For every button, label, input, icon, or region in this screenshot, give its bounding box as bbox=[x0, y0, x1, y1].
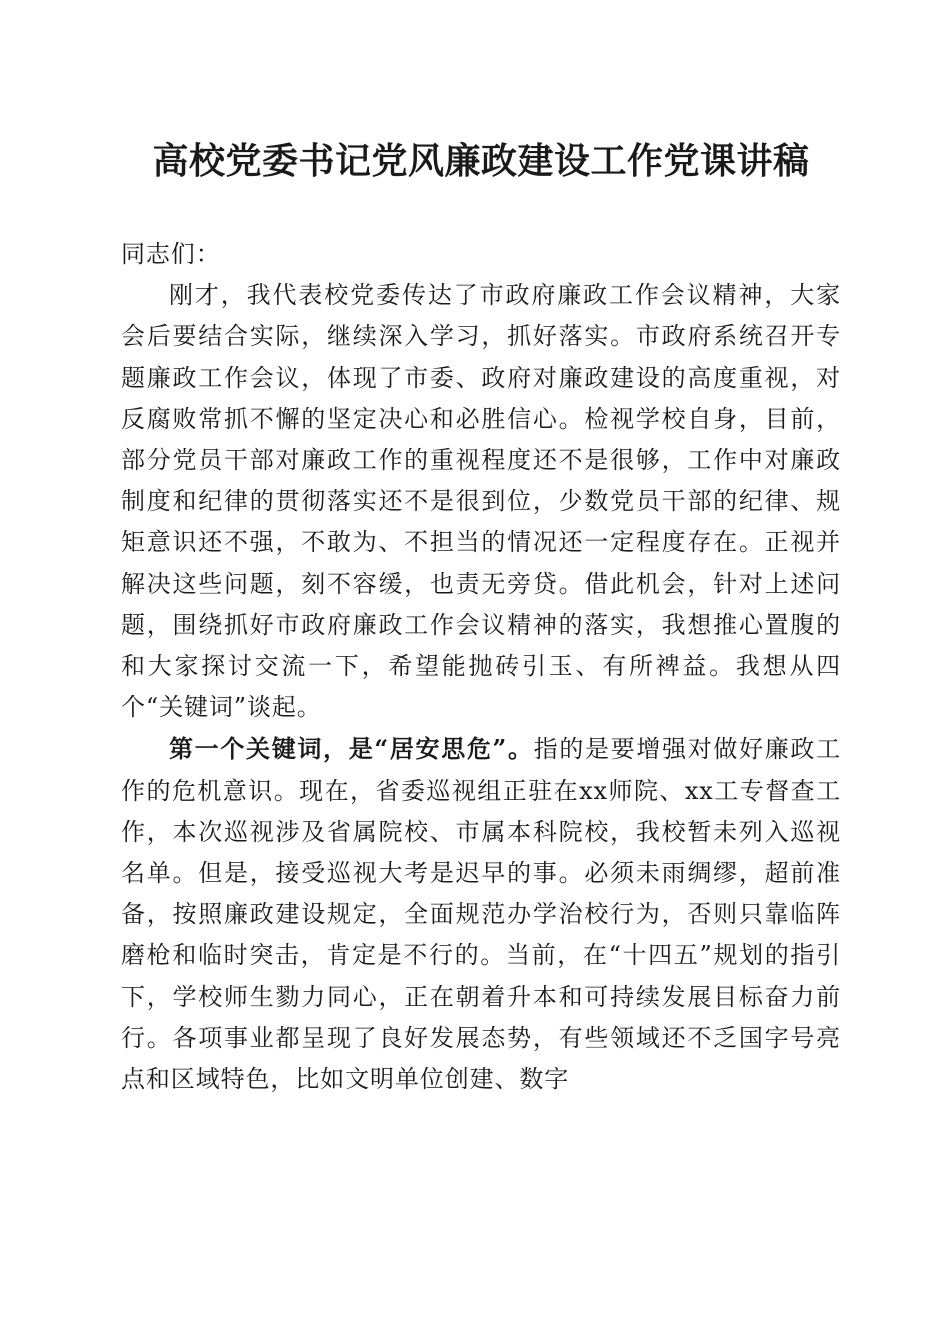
document-title: 高校党委书记党风廉政建设工作党课讲稿 bbox=[152, 140, 810, 182]
keyword-one-lead: 第一个关键词，是“居安思危”。 bbox=[169, 734, 534, 764]
paragraph-keyword-one bbox=[121, 728, 841, 1100]
document-body bbox=[121, 234, 841, 1100]
keyword-one-text: 指的是要增强对做好廉政工作的危机意识。现在，省委巡视组正驻在xx师院、xx工专督查工作，本次巡视涉及省属院校、市属本科院校，我校暂未列入巡视名单。但是，接受巡视大考是迟早的事。必须未雨绸缪，超前准备，按照廉政建设规定，全面规范办学治校行为，否则只靠临阵磨枪和临时突击，肯定是不行的。当前，在“十四五”规划的指引下，学校师生勠力同心，正在朝着升本和可持续发展目标奋力前行。各项事业都呈现了良好发展态势，有些领域还不乏国字号亮点和区域特色，比如文明单位创建、数字 bbox=[121, 735, 841, 1094]
salutation: 同志们： bbox=[121, 240, 221, 268]
paragraph-intro: 刚才，我代表校党委传达了市政府廉政工作会议精神，大家会后要结合实际，继续深入学习，抓好落实。市政府系统召开专题廉政工作会议，体现了市委、政府对廉政建设的高度重视，对反腐败常抓不懈的坚定决心和必胜信心。检视学校自身，目前，部分党员干部对廉政工作的重视程度还不是很够，工作中对廉政制度和纪律的贯彻落实还不是很到位，少数党员干部的纪律、规矩意识还不强，不敢为、不担当的情况还一定程度存在。正视并解决这些问题，刻不容缓，也责无旁贷。借此机会，针对上述问题，围绕抓好市政府廉政工作会议精神的落实，我想推心置腹的和大家探讨交流一下，希望能抛砖引玉、有所裨益。我想从四个“关键词”谈起。 bbox=[121, 281, 841, 722]
